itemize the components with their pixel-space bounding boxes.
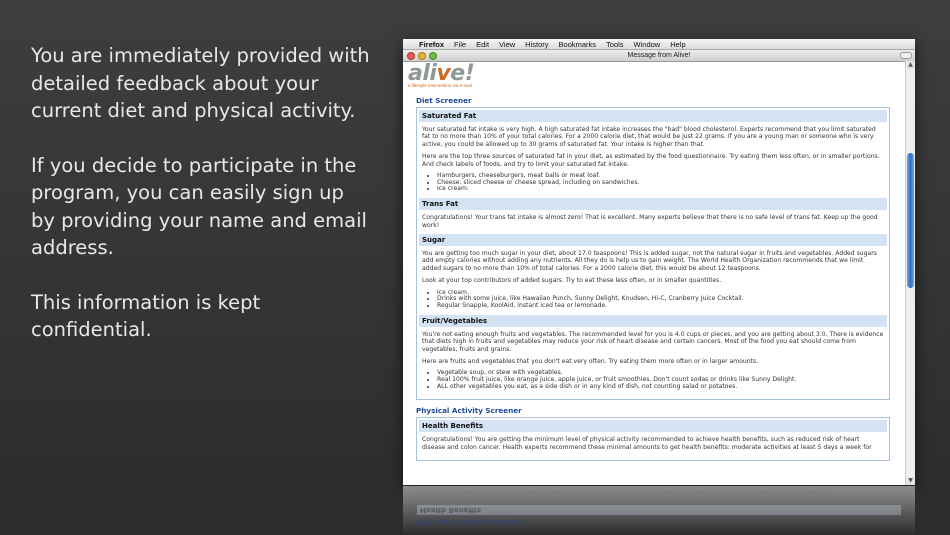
zoom-icon[interactable] (429, 52, 437, 60)
slide-paragraph-1: You are immediately provided with detailed feedback about your current diet and physical activity. (31, 44, 370, 122)
sugar-text-1: You are getting too much sugar in your diet, about 17.0 teaspoons! This is added sugar, not the natural sugar in fruits and vegetables. Added sugars add empty calories without adding any nutrients. All they do is help us to gain weight. The World Health Organization recommends that we limit added sugars to no more than 10% of total calories. For a 2000 calorie diet, this would be about 12 teaspoons. (422, 249, 877, 272)
menu-bookmarks[interactable]: Bookmarks (558, 39, 597, 49)
health-benefits-text: Congratulations! You are getting the minimum level of physical activity recommended to achieve health benefits, such as reduced risk of heart disease and colon cancer. Health experts recommend these minimal amounts to get health benefits: moderate activities at least 5 days a week for (422, 436, 872, 451)
menu-bar (403, 39, 915, 50)
menu-file[interactable]: File (454, 39, 467, 49)
list-item: • Real 100% fruit juice, like orange juice, apple juice, or fruit smoothies. Don't count sodas or drinks like Sunny Delight. (437, 377, 887, 384)
menu-history[interactable]: History (525, 39, 549, 49)
menu-view[interactable]: View (499, 39, 516, 49)
menu-firefox[interactable]: Firefox (419, 39, 445, 49)
reflection-heading: Health Benefits (417, 505, 901, 515)
saturated-fat-text-1: Your saturated fat intake is very high. A high saturated fat intake increases the "bad" blood cholesterol. Experts recommend that you limit saturated fat to no more than 10% of your total calories. For a 2000 calorie diet, that would be just 22 grams. If you are a young man or someone who is very active, you could be allowed up to 30 grams of saturated fat. Your intake is higher than that. (422, 126, 876, 148)
scroll-thumb[interactable] (907, 153, 914, 288)
activity-screener-title: Physical Activity Screener (416, 406, 522, 416)
window-controls (407, 52, 437, 60)
trans-fat-heading: Trans Fat (419, 198, 887, 210)
slide-text (31, 42, 371, 371)
alive-logo (408, 61, 474, 88)
message-content (403, 61, 906, 485)
fruit-vegetables-text-2: Here are fruits and vegetables that you don't eat very often. Try eating them more often or in larger amounts. (422, 357, 759, 365)
report-document (416, 96, 890, 461)
reflection-text: Congratulations! You are getting the minimum level of physical activity recommended to achieve health benefits, such as reduced risk of heart disease and colon cancer. Health experts recommend these minimal amounts to get health benefits: moderate activities at least 5 days a week for (417, 488, 893, 502)
list-item: • Vegetable soup, or stew with vegetables. (437, 370, 887, 377)
menu-edit[interactable]: Edit (476, 39, 490, 49)
health-benefits-heading: Health Benefits (419, 420, 887, 432)
slide-paragraph-2: If you decide to participate in the program, you can easily sign up by providing your name and email address. (31, 153, 367, 259)
list-item: • Hamburgers, cheeseburgers, meat balls or meat loaf. (437, 173, 887, 180)
fruit-vegetables-text-1: You're not eating enough fruits and vegetables. The recommended level for you is 4.0 cups or pieces, and you are getting about 3.0. There is evidence that diets high in fruits and vegetables may reduce your risk of heart disease and certain cancers. Most of the food you eat should come from vegetables, fruits and grains. (422, 330, 884, 353)
list-item: • Ice cream. (437, 186, 887, 193)
menu-help[interactable]: Help (670, 39, 686, 49)
window-title: Message from Alive! (627, 52, 691, 59)
sugar-list (437, 290, 887, 310)
fruit-vegetables-list (437, 370, 887, 390)
trans-fat-text: Congratulations! Your trans fat intake is almost zero! That is excellent. Many experts believe that there is no safe level of trans fat. Keep up the good work! (422, 214, 878, 229)
fruit-vegetables-heading: Fruit/Vegetables (419, 315, 887, 327)
browser-window (403, 39, 915, 485)
slide-paragraph-3: This information is kept confidential. (31, 290, 261, 341)
reflection-title: Physical Activity Screener (417, 518, 523, 527)
vertical-scrollbar[interactable] (905, 61, 915, 485)
diet-panel (416, 107, 890, 400)
sugar-heading: Sugar (419, 234, 887, 246)
diet-screener-title: Diet Screener (416, 96, 472, 105)
scroll-down-icon[interactable]: ▼ (906, 477, 915, 485)
list-item: • Drinks with some juice, like Hawaiian Punch, Sunny Delight, Knudsen, Hi-C, Cranberry Juice Cocktail. (437, 296, 887, 303)
menu-window[interactable]: Window (633, 39, 661, 49)
scroll-up-icon[interactable]: ▲ (906, 61, 915, 69)
list-item: • Ice cream. (437, 290, 887, 297)
window-reflection (403, 486, 915, 535)
list-item: • Cheese, sliced cheese or cheese spread, including on sandwiches. (437, 180, 887, 187)
list-item: • ALL other vegetables you eat, as a side dish or in any kind of dish, not counting salad or potatoes. (437, 384, 887, 391)
activity-panel (416, 417, 890, 461)
saturated-fat-list (437, 173, 887, 193)
close-icon[interactable] (407, 52, 415, 60)
minimize-icon[interactable] (418, 52, 426, 60)
list-item: • Regular Snapple, KoolAid, instant iced tea or lemonade. (437, 303, 887, 310)
menu-tools[interactable]: Tools (606, 39, 624, 49)
saturated-fat-text-2: Here are the top three sources of saturated fat in your diet, as estimated by the food questionnaire. Try eating them less often, or in smaller portions. And check labels of foods, and try to limit your saturated fat intake. (422, 153, 880, 168)
logo-wordmark: alive! (408, 61, 475, 86)
sugar-text-2: Look at your top contributors of added sugars. Try to eat these less often, or in smaller quantities. (422, 277, 722, 285)
logo-tagline: a lifestyle intervention via e-mail (408, 83, 472, 88)
saturated-fat-heading: Saturated Fat (419, 110, 887, 122)
toolbar-toggle-icon[interactable] (900, 52, 912, 59)
